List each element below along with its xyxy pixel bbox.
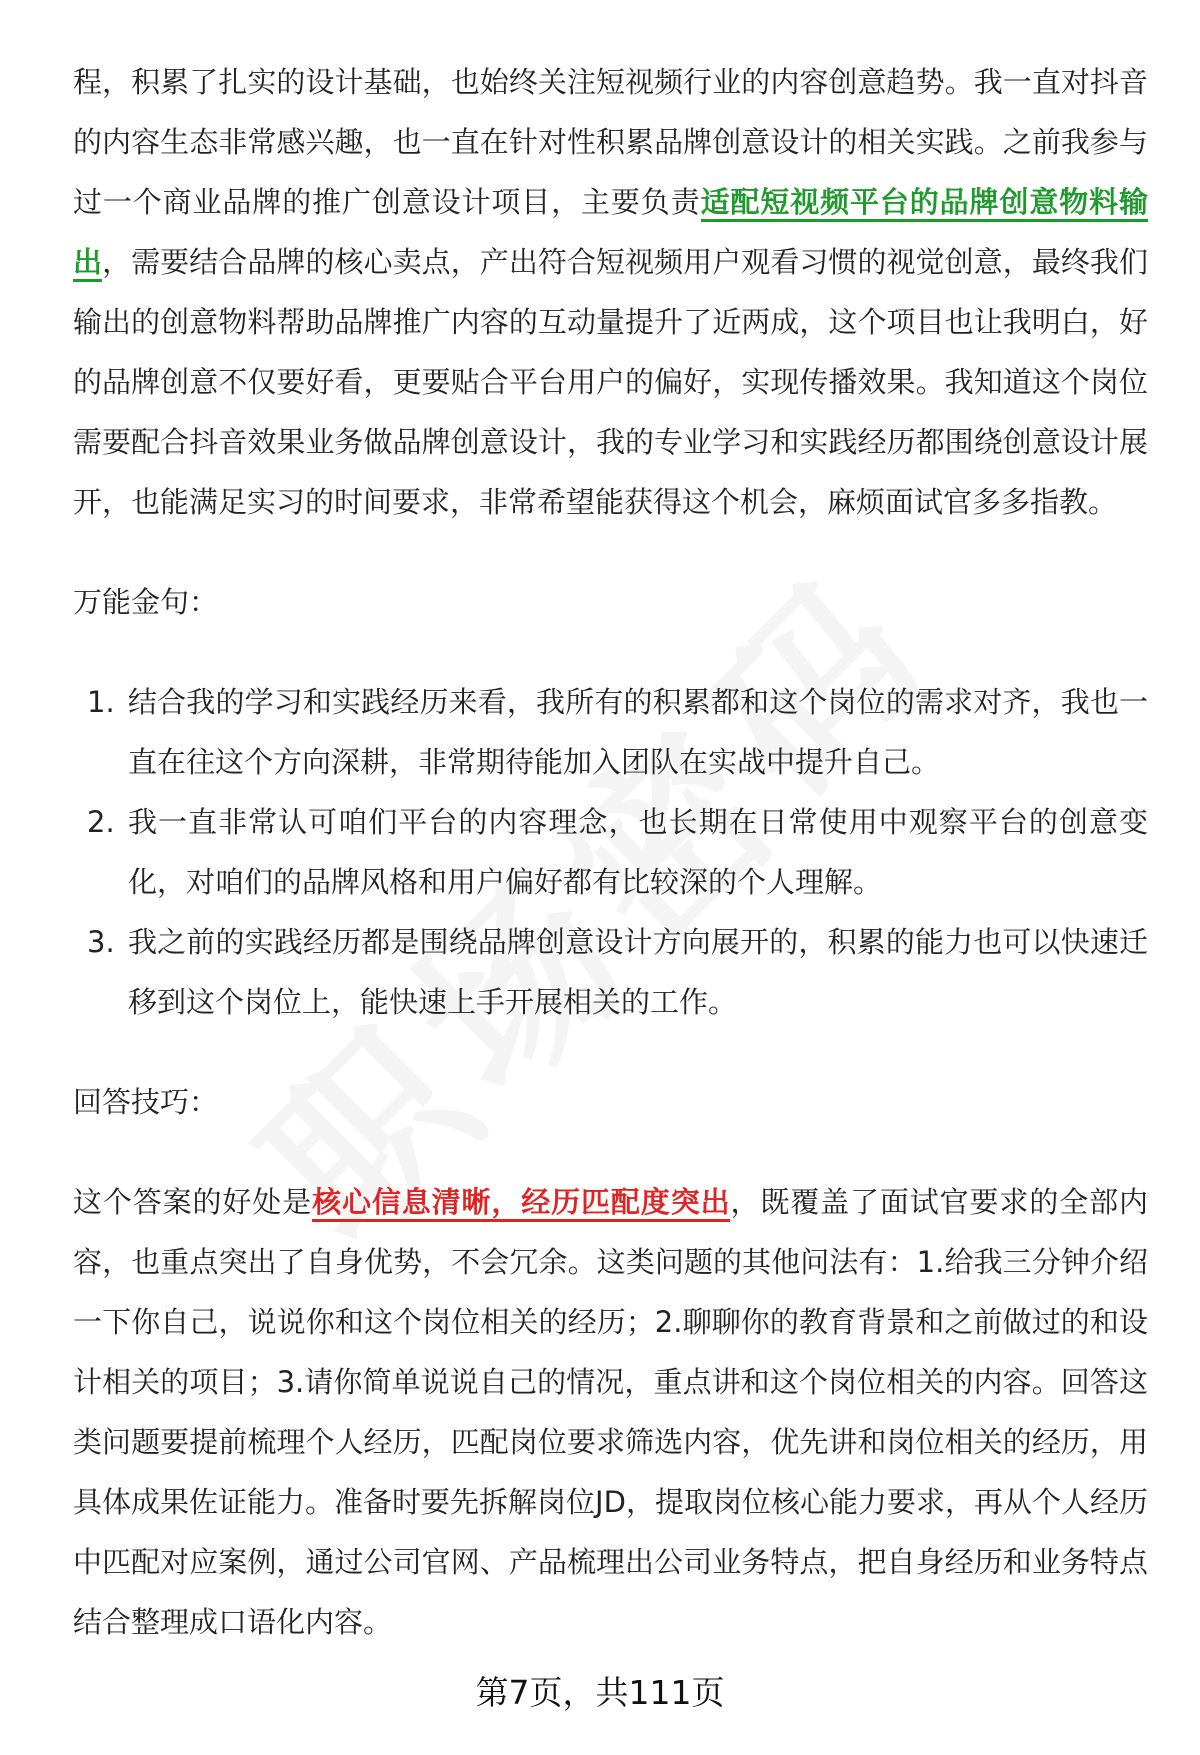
list-item-number: 3. (87, 925, 115, 959)
document-page (73, 52, 1148, 1652)
list-item (73, 912, 1148, 1032)
list-item-text: 我之前的实践经历都是围绕品牌创意设计方向展开的，积累的能力也可以快速迁移到这个岗位上，能快速上手开展相关的工作。 (128, 925, 1148, 1019)
tips-heading: 回答技巧： (73, 1085, 219, 1119)
tips-text-1: 这个答案的好处是 (73, 1185, 313, 1219)
list-item-number: 2. (87, 805, 115, 839)
intro-highlight: 适配短视频平台的品牌创意物料输出 (73, 185, 1148, 282)
intro-paragraph (73, 52, 1148, 532)
list-item (73, 792, 1148, 912)
intro-text-2: ，需要结合品牌的核心卖点，产出符合短视频用户观看习惯的视觉创意，最终我们输出的创意物料帮助品牌推广内容的互动量提升了近两成，这个项目也让我明白，好的品牌创意不仅要好看，更要贴合平台用户的偏好，实现传播效果。我知道这个岗位需要配合抖音效果业务做品牌创意设计，我的专业学习和实践经历都围绕创意设计展开，也能满足实习的时间要求，非常希望能获得这个机会，麻烦面试官多多指教。 (73, 245, 1148, 519)
page-number: 第7页，共111页 (475, 1673, 725, 1712)
tips-text-2: ，既覆盖了面试官要求的全部内容，也重点突出了自身优势，不会冗余。这类问题的其他问法有：1.给我三分钟介绍一下你自己，说说你和这个岗位相关的经历；2.聊聊你的教育背景和之前做过的和设计相关的项目；3.请你简单说说自己的情况，重点讲和这个岗位相关的内容。回答这类问题要提前梳理个人经历，匹配岗位要求筛选内容，优先讲和岗位相关的经历，用具体成果佐证能力。准备时要先拆解岗位JD，提取岗位核心能力要求，再从个人经历中匹配对应案例，通过公司官网、产品梳理出公司业务特点，把自身经历和业务特点结合整理成口语化内容。 (73, 1185, 1148, 1639)
golden-list (73, 672, 1148, 1032)
tips-paragraph (73, 1172, 1148, 1652)
list-item-text: 结合我的学习和实践经历来看，我所有的积累都和这个岗位的需求对齐，我也一直在往这个方向深耕，非常期待能加入团队在实战中提升自己。 (128, 685, 1148, 779)
list-item-number: 1. (87, 685, 115, 719)
intro-text-1: 程，积累了扎实的设计基础，也始终关注短视频行业的内容创意趋势。我一直对抖音的内容生态非常感兴趣，也一直在针对性积累品牌创意设计的相关实践。之前我参与过一个商业品牌的推广创意设计项目，主要负责 (73, 65, 1148, 219)
tips-highlight: 核心信息清晰，经历匹配度突出 (312, 1185, 730, 1222)
list-item (73, 672, 1148, 792)
list-item-text: 我一直非常认可咱们平台的内容理念，也长期在日常使用中观察平台的创意变化，对咱们的品牌风格和用户偏好都有比较深的个人理解。 (128, 805, 1148, 899)
golden-heading: 万能金句： (73, 585, 219, 619)
